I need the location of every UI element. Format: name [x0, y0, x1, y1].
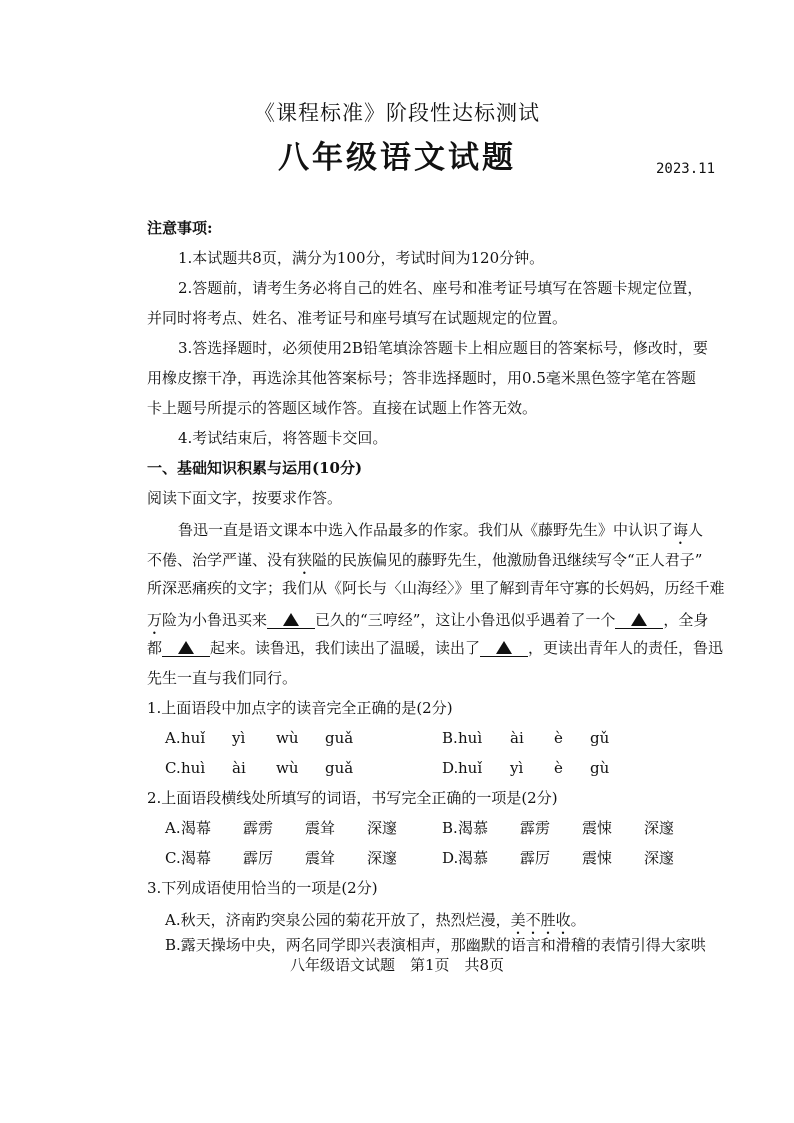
option-item: huǐ [458, 759, 483, 777]
option-item: 霹厉 [520, 849, 551, 867]
option-item: wù [276, 729, 299, 747]
option-label: B. [442, 819, 458, 837]
passage-line: 所深恶痛疾的文字；我们从《阿长与〈山海经〉》里了解到青年守寡的长妈妈，历经千难 [147, 579, 725, 597]
notice-item: 2.答题前，请考生务必将自己的姓名、座号和准考证号填写在答题卡规定位置， [178, 279, 703, 297]
option-item: ài [510, 729, 524, 747]
option-label: D. [442, 849, 459, 867]
option-item: 霹雳 [520, 819, 551, 837]
triangle-icon [178, 641, 194, 654]
option-item: 震悚 [582, 849, 613, 867]
passage-text: ，更读出青年人的责任，鲁迅 [528, 639, 724, 657]
passage-text: 都 [147, 639, 163, 657]
triangle-icon [496, 641, 512, 654]
option-item: 震耸 [305, 819, 336, 837]
notice-item: 3.答选择题时，必须使用2B铅笔填涂答题卡上相应题目的答案标号，修改时，要 [178, 339, 708, 357]
dotted-idiom: 美不胜收 [510, 911, 571, 929]
option-label: C. [165, 849, 181, 867]
option-line: B.露天操场中央，两名同学即兴表演相声，那幽默的语言和滑稽的表情引得大家哄 [165, 936, 706, 954]
fill-blank [162, 641, 210, 657]
exam-date: 2023.11 [656, 161, 716, 177]
option-item: huì [458, 729, 483, 747]
fill-blank [267, 613, 315, 629]
option-item: gǔ [590, 729, 610, 747]
notice-item: 4.考试结束后，将答题卡交回。 [178, 429, 388, 447]
option-text: A.秋天，济南趵突泉公园的菊花开放了，热烈烂漫， [165, 911, 511, 929]
option-item: 深邃 [367, 819, 398, 837]
option-item: è [554, 759, 563, 777]
exam-subtitle: 《课程标准》阶段性达标测试 [254, 101, 540, 125]
triangle-icon [631, 613, 647, 626]
notice-item: 1.本试题共8页，满分为100分，考试时间为120分钟。 [178, 249, 545, 267]
option-item: 霹雳 [243, 819, 274, 837]
passage-text: 险为小鲁迅买来 [162, 611, 268, 629]
option-item: 深邃 [644, 819, 675, 837]
passage-text: 已久的“三哼经”，这让小鲁迅似乎遇着了一个 [315, 611, 616, 629]
option-item: huì [181, 759, 206, 777]
section-instruction: 阅读下面文字，按要求作答。 [147, 489, 343, 507]
passage-text: ，全身 [663, 611, 709, 629]
fill-blank [480, 641, 528, 657]
dotted-char: 万 [147, 611, 163, 629]
passage-text: 起来。读鲁迅，我们读出了温暖，读出了 [210, 639, 481, 657]
passage-line [178, 521, 703, 548]
option-item: 霹厉 [243, 849, 274, 867]
option-item: yì [510, 759, 524, 777]
exam-title: 八年级语文试题 [278, 140, 516, 176]
option-line [165, 911, 586, 938]
triangle-icon [283, 613, 299, 626]
option-item: ài [232, 759, 246, 777]
option-item: 渴幕 [181, 849, 212, 867]
option-item: yì [232, 729, 246, 747]
passage-text: 隘的民族偏见的藤野先生，他激励鲁迅继续写令“正人君子” [312, 551, 703, 569]
option-item: gù [590, 759, 610, 777]
option-label: A. [165, 819, 181, 837]
option-item: 渴幕 [181, 819, 212, 837]
option-item: 震悚 [582, 819, 613, 837]
passage-text: 不倦、治学严谨、没有 [147, 551, 298, 569]
option-label: C. [165, 759, 181, 777]
dotted-char: 诲 [673, 521, 689, 539]
option-item: 震耸 [305, 849, 336, 867]
notice-item: 并同时将考点、姓名、准考证号和座号填写在试题规定的位置。 [147, 309, 568, 327]
passage-line [147, 551, 702, 578]
option-item: 渴慕 [458, 819, 489, 837]
notice-heading: 注意事项: [147, 219, 213, 237]
question-stem: 3.下列成语使用恰当的一项是(2分) [147, 879, 378, 897]
notice-item: 卡上题号所提示的答题区域作答。直接在试题上作答无效。 [147, 399, 538, 417]
option-label: A. [165, 729, 181, 747]
question-stem: 2.上面语段横线处所填写的词语，书写完全正确的一项是(2分) [147, 789, 558, 807]
section-heading: 一、基础知识积累与运用(10分) [147, 459, 363, 477]
dotted-char: 狭 [297, 551, 313, 569]
option-label: B. [442, 729, 458, 747]
option-item: guǎ [325, 759, 354, 777]
passage-line [147, 641, 723, 657]
option-item: 渴慕 [458, 849, 489, 867]
passage-line [147, 611, 708, 638]
passage-text: 鲁迅一直是语文课本中选入作品最多的作家。我们从《藤野先生》中认识了 [178, 521, 674, 539]
notice-item: 用橡皮擦干净，再选涂其他答案标号；答非选择题时，用0.5毫米黑色签字笔在答题 [147, 369, 696, 387]
option-item: wù [276, 759, 299, 777]
option-item: è [554, 729, 563, 747]
option-text: 。 [570, 911, 586, 929]
option-item: 深邃 [644, 849, 675, 867]
question-stem: 1.上面语段中加点字的读音完全正确的是(2分) [147, 699, 453, 717]
option-item: guǎ [325, 729, 354, 747]
page-footer: 八年级语文试题 第1页 共8页 [289, 956, 505, 974]
option-item: 深邃 [367, 849, 398, 867]
option-item: huǐ [181, 729, 206, 747]
passage-line: 先生一直与我们同行。 [147, 669, 298, 687]
option-label: D. [442, 759, 459, 777]
passage-text: 人 [688, 521, 704, 539]
fill-blank [615, 613, 663, 629]
